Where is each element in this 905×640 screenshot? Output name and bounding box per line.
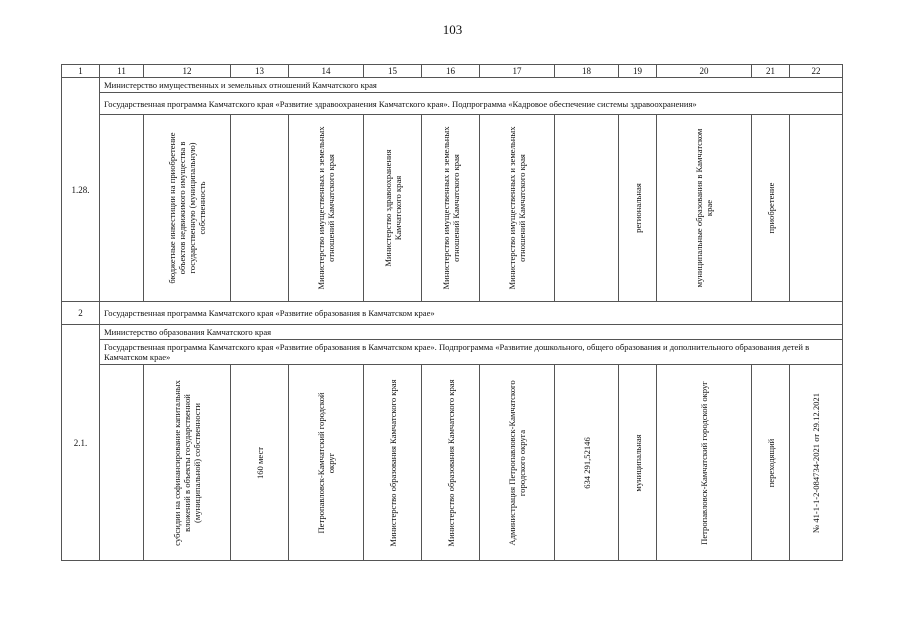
col-header: 17 xyxy=(480,65,555,78)
ministry-row xyxy=(62,78,843,93)
col-header: 11 xyxy=(100,65,144,78)
col-header: 20 xyxy=(657,65,752,78)
cell-18 xyxy=(555,115,619,302)
page-number: 103 xyxy=(442,22,463,37)
program-row xyxy=(62,340,843,365)
col-header: 16 xyxy=(422,65,480,78)
row-number: 2 xyxy=(62,302,100,325)
cell-19: муниципальная xyxy=(619,365,657,561)
cell-22: № 41-1-1-2-084734-2021 от 29.12.2021 xyxy=(790,365,843,561)
col-header: 18 xyxy=(555,65,619,78)
cell-16: Министерство образования Камчатского края xyxy=(422,365,480,561)
cell-13: 160 мест xyxy=(231,365,289,561)
ministry-name: Министерство образования Камчатского края xyxy=(100,325,843,340)
cell-14: Петропавловск-Камчатский городской округ xyxy=(289,365,364,561)
data-row xyxy=(62,365,843,561)
program-name: Государственная программа Камчатского края «Развитие здравоохранения Камчатского края». Подпрограмма «Кадровое обеспечение системы здравоохранения» xyxy=(100,93,843,115)
program-row xyxy=(62,302,843,325)
program-name: Государственная программа Камчатского края «Развитие образования в Камчатском крае». Подпрограмма «Развитие дошкольного, общего образования и дополнительного образования детей в Камчатском крае» xyxy=(100,340,843,365)
cell-16: Министерство имущественных и земельных отношений Камчатского края xyxy=(422,115,480,302)
header-row xyxy=(62,65,843,78)
ministry-name: Министерство имущественных и земельных отношений Камчатского края xyxy=(100,78,843,93)
cell-17: Министерство имущественных и земельных отношений Камчатского края xyxy=(480,115,555,302)
row-number: 2.1. xyxy=(62,325,100,561)
cell-22 xyxy=(790,115,843,302)
cell-12: бюджетные инвестиции на приобретение объектов недвижимого имущества в государственную (муниципальную) собственность xyxy=(144,115,231,302)
col-header: 22 xyxy=(790,65,843,78)
cell-14: Министерство имущественных и земельных отношений Камчатского края xyxy=(289,115,364,302)
col-header: 15 xyxy=(364,65,422,78)
program-name: Государственная программа Камчатского края «Развитие образования в Камчатском крае» xyxy=(100,302,843,325)
ministry-row xyxy=(62,325,843,340)
data-row xyxy=(62,115,843,302)
col-header: 13 xyxy=(231,65,289,78)
cell-11 xyxy=(100,365,144,561)
cell-20: Петропавловск-Камчатский городской округ xyxy=(657,365,752,561)
col-header: 14 xyxy=(289,65,364,78)
cell-12: субсидии на софинансирование капитальных вложений в объекты государственной (муниципальной) собственности xyxy=(144,365,231,561)
program-row xyxy=(62,93,843,115)
cell-15: Министерство образования Камчатского края xyxy=(364,365,422,561)
cell-19: региональная xyxy=(619,115,657,302)
cell-20: муниципальные образования в Камчатском крае xyxy=(657,115,752,302)
col-header: 19 xyxy=(619,65,657,78)
cell-17: Администрация Петропавловск-Камчатского городского округа xyxy=(480,365,555,561)
cell-11 xyxy=(100,115,144,302)
cell-21: переходящий xyxy=(752,365,790,561)
cell-15: Министерство здравоохранения Камчатского края xyxy=(364,115,422,302)
cell-18: 634 291,52146 xyxy=(555,365,619,561)
cell-21: приобретение xyxy=(752,115,790,302)
col-header: 1 xyxy=(62,65,100,78)
col-header: 12 xyxy=(144,65,231,78)
col-header: 21 xyxy=(752,65,790,78)
cell-13 xyxy=(231,115,289,302)
row-number: 1.28. xyxy=(62,78,100,302)
register-table xyxy=(61,64,843,561)
